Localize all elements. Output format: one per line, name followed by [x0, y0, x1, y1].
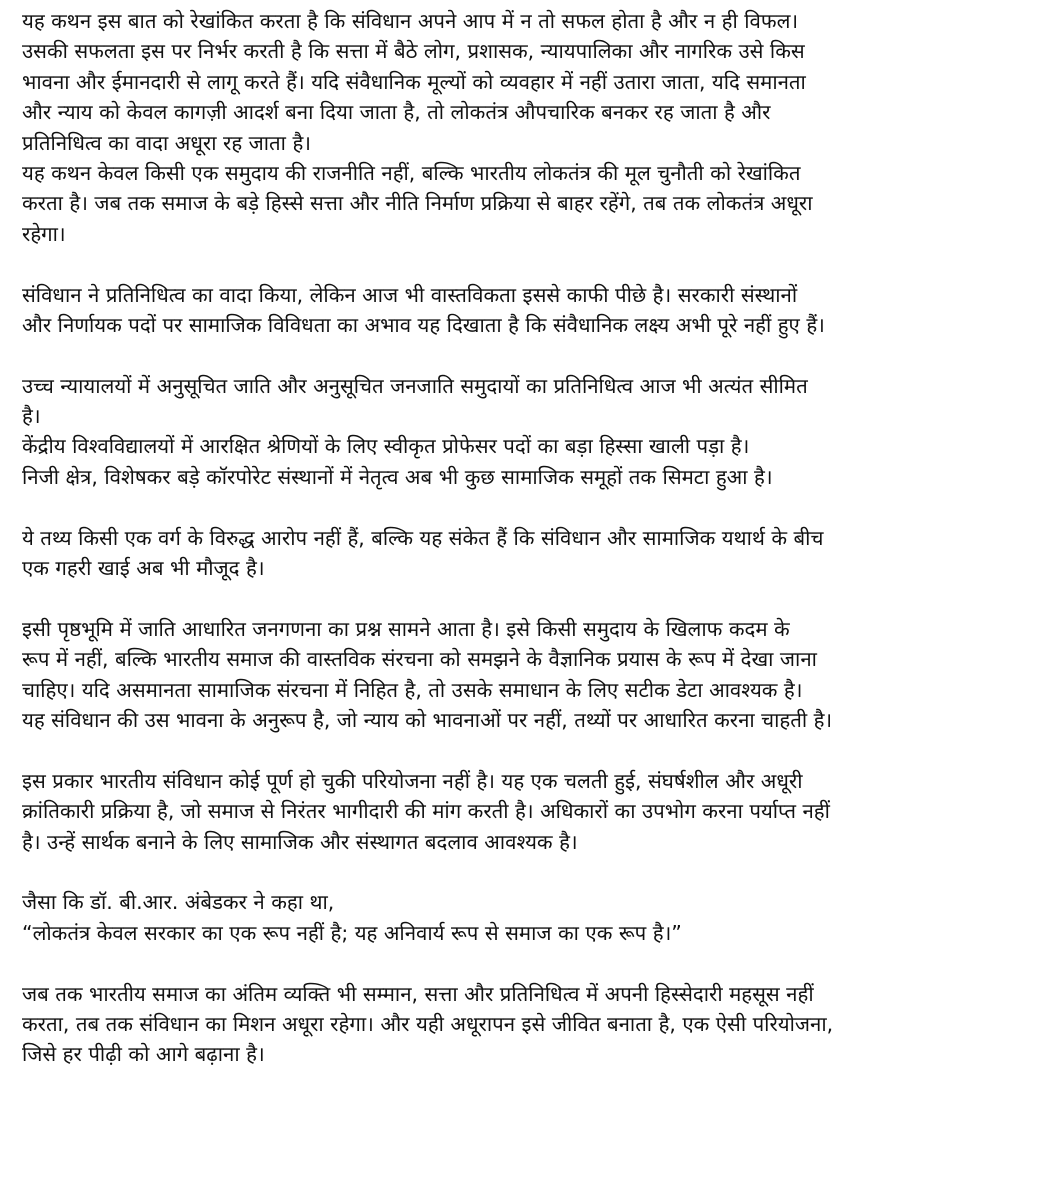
paragraph-spacer — [22, 492, 1039, 522]
text-line: इसी पृष्ठभूमि में जाति आधारित जनगणना का प्रश्न सामने आता है। इसे किसी समुदाय के खिलाफ कदम के — [22, 616, 790, 641]
text-line: रहेगा। — [22, 221, 66, 246]
text-line: क्रांतिकारी प्रक्रिया है, जो समाज से निरंतर भागीदारी की मांग करती है। अधिकारों का उपभोग करना पर्याप्त नहीं — [22, 799, 830, 824]
text-line: जिसे हर पीढ़ी को आगे बढ़ाना है। — [22, 1042, 265, 1067]
paragraph-spacer — [22, 735, 1039, 765]
text-line: है। — [22, 404, 41, 429]
text-line: है। उन्हें सार्थक बनाने के लिए सामाजिक और संस्थागत बदलाव आवश्यक है। — [22, 829, 578, 854]
paragraph-social-gap — [22, 523, 1039, 584]
paragraph-unfinished-project — [22, 766, 1039, 857]
text-line: संविधान ने प्रतिनिधित्व का वादा किया, लेकिन आज भी वास्तविकता इससे काफी पीछे है। सरकारी संस्थानों — [22, 282, 798, 307]
paragraph-ambedkar-quote — [22, 887, 1039, 948]
text-line: रूप में नहीं, बल्कि भारतीय समाज की वास्तविक संरचना को समझने के वैज्ञानिक प्रयास के रूप में देखा जाना — [22, 647, 817, 672]
text-line: यह संविधान की उस भावना के अनुरूप है, जो न्याय को भावनाओं पर नहीं, तथ्यों पर आधारित करना चाहती है। — [22, 707, 833, 732]
text-line: निजी क्षेत्र, विशेषकर बड़े कॉरपोरेट संस्थानों में नेतृत्व अब भी कुछ सामाजिक समूहों तक सिमटा हुआ है। — [22, 464, 773, 489]
paragraph-caste-census — [22, 614, 1039, 736]
text-line: प्रतिनिधित्व का वादा अधूरा रह जाता है। — [22, 130, 311, 155]
text-line: एक गहरी खाई अब भी मौजूद है। — [22, 556, 265, 581]
paragraph-representation-promise — [22, 280, 1039, 341]
text-line: भावना और ईमानदारी से लागू करते हैं। यदि संवैधानिक मूल्यों को व्यवहार में नहीं उतारा जाता, यदि समानता — [22, 69, 806, 94]
text-line: उसकी सफलता इस पर निर्भर करती है कि सत्ता में बैठे लोग, प्रशासक, न्यायपालिका और नागरिक उसे किस — [22, 39, 805, 64]
text-line: चाहिए। यदि असमानता सामाजिक संरचना में निहित है, तो उसके समाधान के लिए सटीक डेटा आवश्यक है। — [22, 677, 803, 702]
paragraph-spacer — [22, 340, 1039, 370]
paragraph-representation-facts — [22, 371, 1039, 493]
quote-line: “लोकतंत्र केवल सरकार का एक रूप नहीं है; यह अनिवार्य रूप से समाज का एक रूप है।” — [22, 920, 682, 945]
paragraph-spacer — [22, 948, 1039, 978]
paragraph-conclusion — [22, 979, 1039, 1070]
text-line: और निर्णायक पदों पर सामाजिक विविधता का अभाव यह दिखाता है कि संवैधानिक लक्ष्य अभी पूरे नहीं हुए हैं। — [22, 312, 825, 337]
text-line: इस प्रकार भारतीय संविधान कोई पूर्ण हो चुकी परियोजना नहीं है। यह एक चलती हुई, संघर्षशील और अधूरी — [22, 768, 803, 793]
text-line: करता, तब तक संविधान का मिशन अधूरा रहेगा। और यही अधूरापन इसे जीवित बनाता है, एक ऐसी परियोजना, — [22, 1011, 834, 1036]
text-line: ये तथ्य किसी एक वर्ग के विरुद्ध आरोप नहीं हैं, बल्कि यह संकेत हैं कि संविधान और सामाजिक यथार्थ के बीच — [22, 525, 824, 550]
paragraph-constitution-success — [22, 6, 1039, 158]
text-line: और न्याय को केवल कागज़ी आदर्श बना दिया जाता है, तो लोकतंत्र औपचारिक बनकर रह जाता है और — [22, 100, 771, 125]
paragraph-spacer — [22, 249, 1039, 279]
paragraph-democracy-challenge — [22, 158, 1039, 249]
text-line: केंद्रीय विश्वविद्यालयों में आरक्षित श्रेणियों के लिए स्वीकृत प्रोफेसर पदों का बड़ा हिस्सा खाली पड़ा है। — [22, 434, 750, 459]
paragraph-spacer — [22, 583, 1039, 613]
text-line: जब तक भारतीय समाज का अंतिम व्यक्ति भी सम्मान, सत्ता और प्रतिनिधित्व में अपनी हिस्सेदारी महसूस नहीं — [22, 981, 814, 1006]
text-line: करता है। जब तक समाज के बड़े हिस्से सत्ता और नीति निर्माण प्रक्रिया से बाहर रहेंगे, तब तक लोकतंत्र अधूरा — [22, 191, 813, 216]
text-line: यह कथन केवल किसी एक समुदाय की राजनीति नहीं, बल्कि भारतीय लोकतंत्र की मूल चुनौती को रेखांकित — [22, 160, 801, 185]
text-line: यह कथन इस बात को रेखांकित करता है कि संविधान अपने आप में न तो सफल होता है और न ही विफल। — [22, 9, 799, 33]
text-line: जैसा कि डॉ. बी.आर. अंबेडकर ने कहा था, — [22, 890, 335, 915]
paragraph-spacer — [22, 857, 1039, 887]
text-line: उच्च न्यायालयों में अनुसूचित जाति और अनुसूचित जनजाति समुदायों का प्रतिनिधित्व आज भी अत्यंत सीमित — [22, 373, 808, 398]
